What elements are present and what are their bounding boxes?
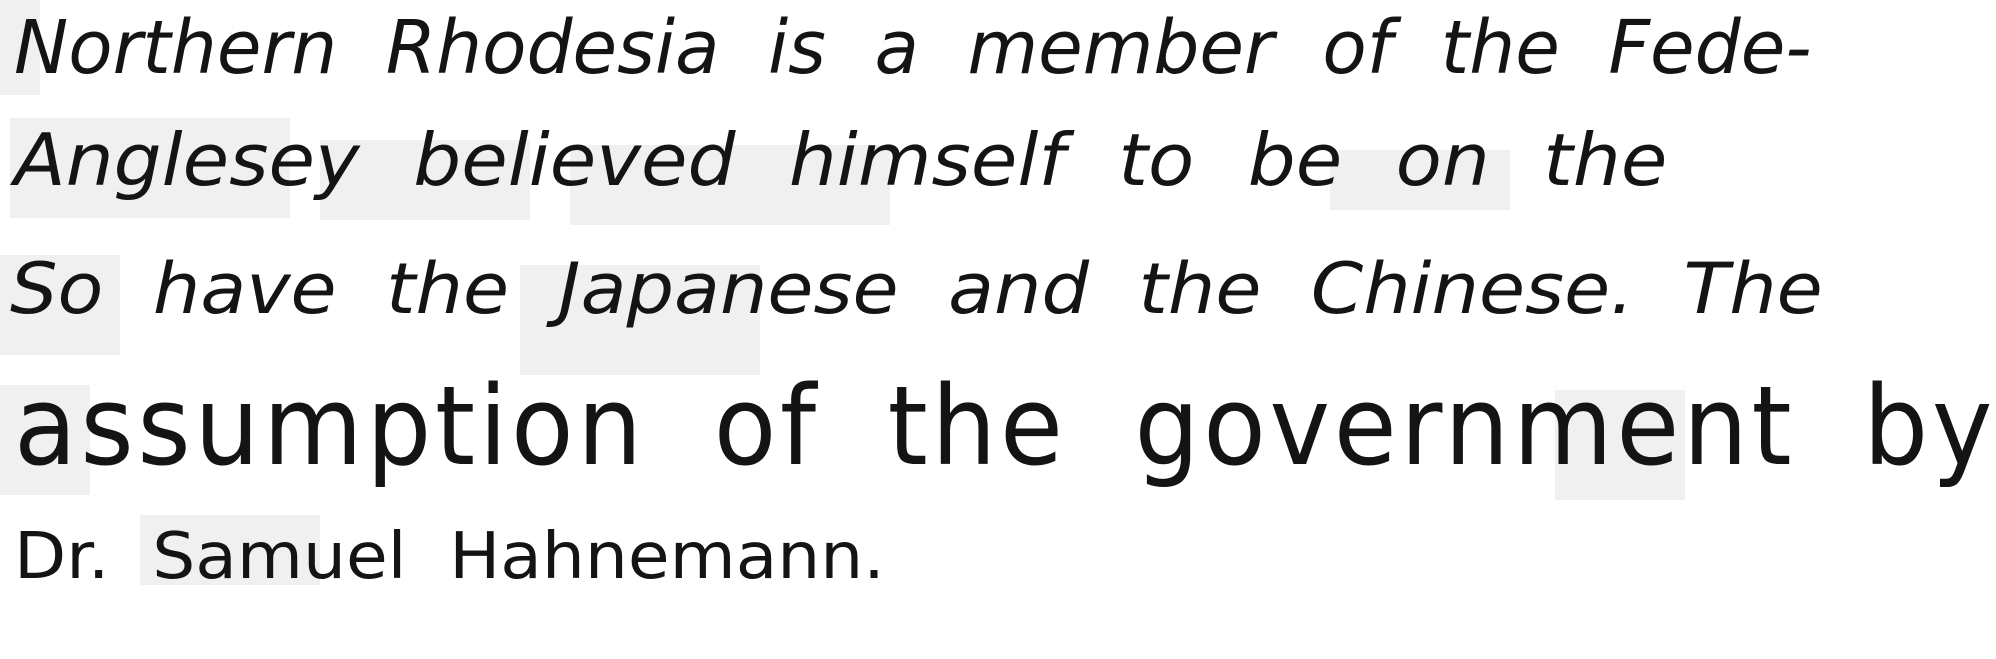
handwritten-line-2: Anglesey believed himself to be on the — [14, 118, 1668, 202]
handwritten-line-4: assumption of the government by — [14, 362, 1996, 490]
handwritten-line-5: Dr. Samuel Hahnemann. — [14, 520, 885, 594]
handwritten-line-1: Northern Rhodesia is a member of the Fede- — [14, 5, 1812, 91]
handwritten-line-3: So have the Japanese and the Chinese. The — [10, 248, 1823, 330]
